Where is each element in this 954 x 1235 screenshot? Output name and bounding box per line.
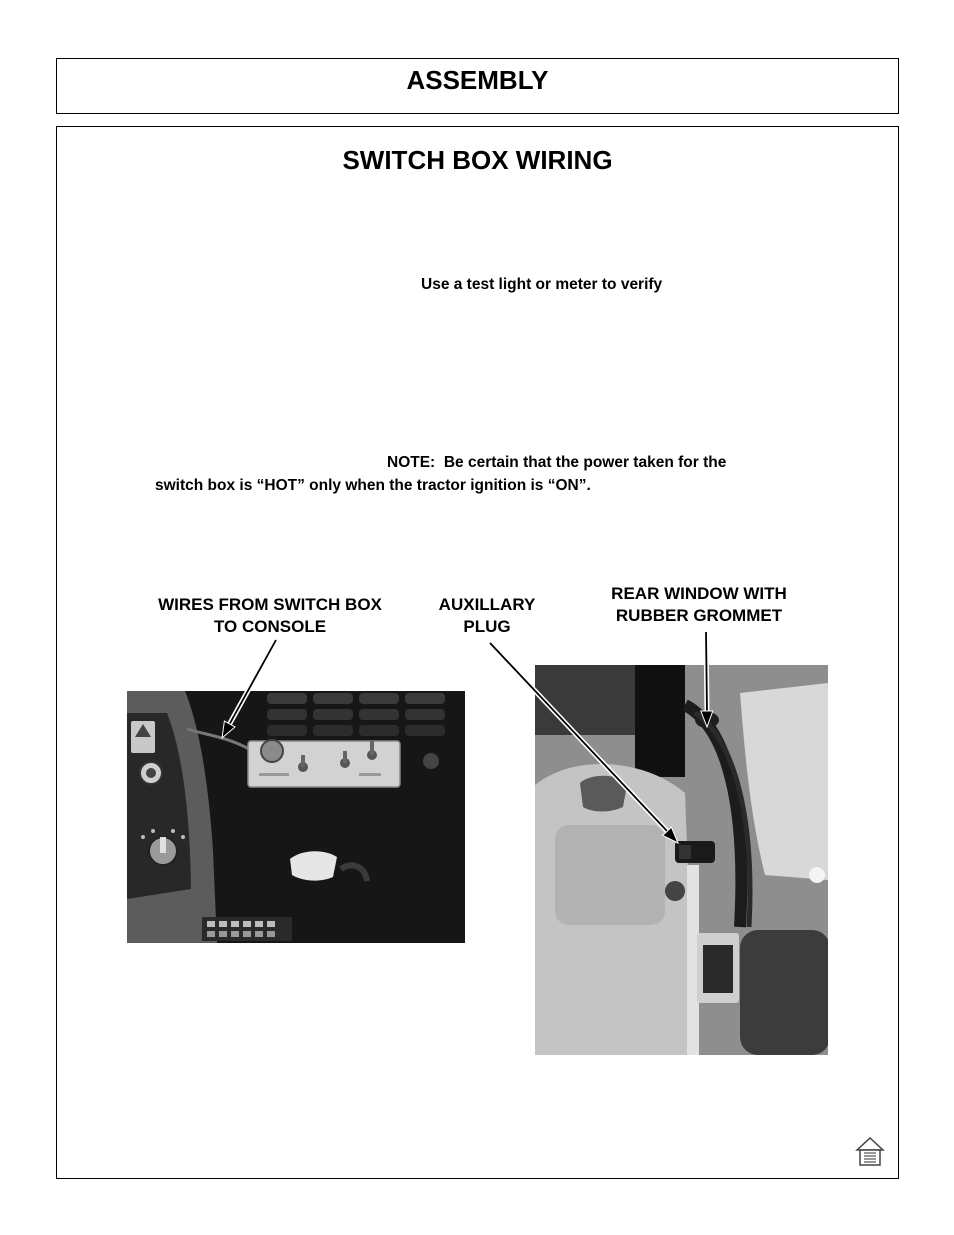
home-icon[interactable]	[855, 1135, 885, 1167]
callout-wires	[130, 594, 410, 638]
seat	[740, 930, 828, 1055]
callout-aux-plug	[417, 594, 557, 638]
control-keypad	[202, 917, 292, 941]
fender-handle	[580, 776, 627, 812]
black-knob	[423, 753, 439, 769]
callout-rear-line2: RUBBER GROMMET	[615, 606, 783, 625]
section-title: SWITCH BOX WIRING	[342, 145, 613, 175]
cab-pillar	[635, 665, 685, 777]
auxiliary-plug	[675, 841, 715, 863]
fender-hole	[665, 881, 685, 901]
rear-window-photo	[535, 665, 828, 1055]
window-latch	[697, 933, 739, 1003]
callout-rear-window	[584, 583, 814, 627]
switch-box-photo	[127, 691, 465, 943]
light-glare	[809, 867, 825, 883]
cab-shadow	[535, 665, 640, 735]
fender-panel	[555, 825, 665, 925]
callout-wires-line1: WIRES FROM SWITCH BOX	[158, 595, 382, 614]
note-line-2: switch box is “HOT” only when the tractor ignition is “ON”.	[155, 477, 591, 494]
switch-box	[248, 740, 400, 787]
paper-glove	[290, 851, 337, 880]
callout-rear-line1: REAR WINDOW WITH	[611, 584, 787, 603]
callout-aux-line1: AUXILLARY	[438, 595, 536, 614]
callout-wires-line2: TO CONSOLE	[213, 617, 327, 636]
note-line-1: NOTE: Be certain that the power taken for the	[387, 454, 727, 471]
callout-aux-line2: PLUG	[463, 617, 511, 636]
verify-instruction: Use a test light or meter to verify	[421, 276, 663, 293]
page-title: ASSEMBLY	[406, 65, 549, 95]
